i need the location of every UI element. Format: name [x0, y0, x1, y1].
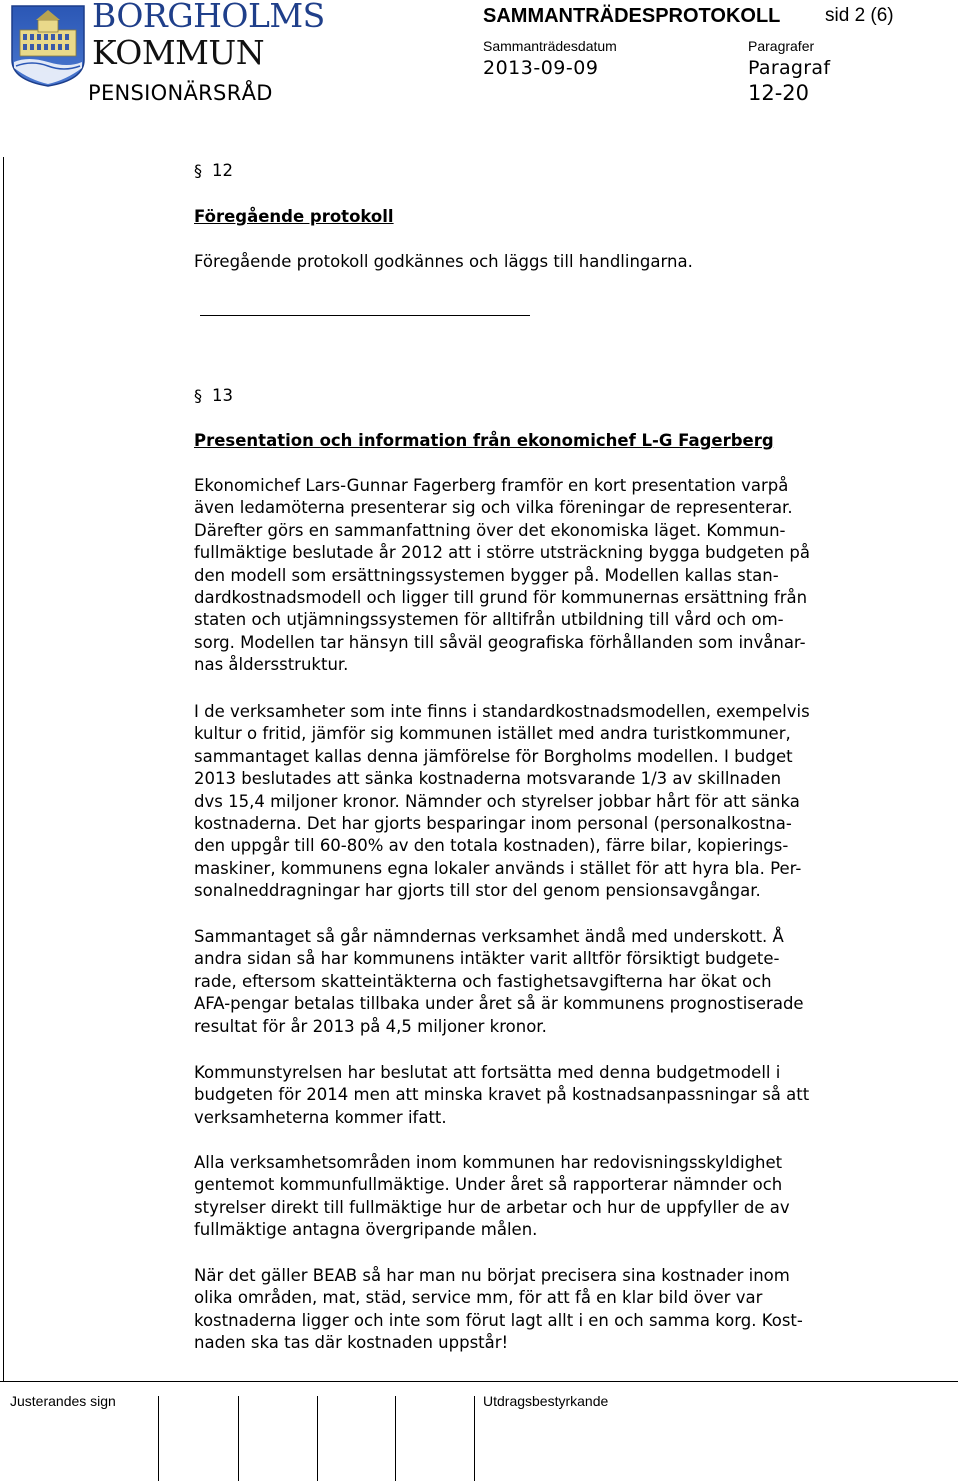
paragraph	[194, 926, 900, 1038]
footer-sign-box-divider	[238, 1396, 239, 1481]
text-line: andra sidan så har kommunens intäkter varit alltför försiktigt budgete-	[194, 949, 780, 969]
section-body	[194, 251, 900, 273]
text-line: nas åldersstruktur.	[194, 655, 349, 675]
text-line: 2013 beslutades att sänka kostnaderna motsvarande 1/3 av skillnaden	[194, 769, 782, 789]
footer-sign-box-divider	[474, 1396, 475, 1481]
section-sign-icon: §	[194, 161, 202, 180]
paragraph	[194, 475, 900, 677]
text-line: AFA-pengar betalas tillbaka under året så är kommunens prognostiserade	[194, 994, 804, 1014]
paragraph	[194, 1152, 900, 1242]
paragraph	[194, 701, 900, 903]
text-line: När det gäller BEAB så har man nu börjat precisera sina kostnader inom	[194, 1266, 790, 1285]
organization-name-line1: BORGHOLMS	[92, 0, 325, 35]
meeting-date-label: Sammanträdesdatum	[483, 38, 617, 54]
section-13	[194, 385, 900, 407]
text-line: den uppgår till 60-80% av den totala kostnaden), färre bilar, kopierings-	[194, 836, 789, 856]
paragraphs-label: Paragrafer	[748, 38, 815, 54]
footer-sign-box-divider	[158, 1396, 159, 1481]
text-line: styrelser direkt till fullmäktige hur de arbetar och hur de uppfyller de av	[194, 1197, 790, 1217]
footer-divider	[0, 1381, 958, 1382]
text-line: kostnaderna ligger och inte som förut lagt allt i en och samma korg. Kost-	[194, 1310, 803, 1330]
text-line: dvs 15,4 miljoner kronor. Nämnder och styrelser jobbar hårt för att sänka	[194, 791, 800, 811]
text-line: kostnaderna. Det har gjorts besparingar inom personal (personalkostna-	[194, 814, 792, 834]
document-title: SAMMANTRÄDESPROTOKOLL	[483, 5, 781, 27]
paragraph-label: Paragraf	[748, 57, 831, 79]
text-line: dardkostnadsmodell och ligger till grund för kommunernas ersättning från	[194, 588, 808, 608]
committee-name: PENSIONÄRSRÅD	[88, 81, 273, 105]
text-line: verksamheterna kommer ifatt.	[194, 1107, 447, 1127]
organization-name-line2: KOMMUN	[92, 33, 265, 72]
text-line: gentemot kommunfullmäktige. Under året så rapporterar nämnder och	[194, 1175, 783, 1195]
text-line: naden ska tas där kostnaden uppstår!	[194, 1333, 509, 1353]
castle-logo-icon	[8, 2, 88, 88]
signature-label: Justerandes sign	[10, 1393, 116, 1409]
text-line: sonalneddragningar har gjorts till stor del genom pensionsavgångar.	[194, 881, 761, 901]
text-line: sammantaget kallas denna jämförelse för Borgholms modellen. I budget	[194, 746, 793, 766]
text-line: fullmäktige beslutade år 2012 att i större utsträckning bygga budgeten på	[194, 543, 810, 563]
text-line: sorg. Modellen tar hänsyn till såväl geografiska förhållanden som invånar-	[194, 632, 806, 652]
paragraph	[194, 1062, 900, 1129]
text-line: Ekonomichef Lars-Gunnar Fagerberg framför en kort presentation varpå	[194, 476, 789, 495]
section-number: § 13	[194, 386, 233, 405]
text-line: Alla verksamhetsområden inom kommunen har redovisningsskyldighet	[194, 1153, 783, 1172]
text-line: budgeten för 2014 men att minska kravet på kostnadsanpassningar så att	[194, 1085, 810, 1105]
text-line: fullmäktige antagna övergripande målen.	[194, 1220, 538, 1240]
municipal-logo	[8, 2, 88, 88]
paragraph	[194, 1265, 900, 1355]
left-margin-rule	[3, 157, 4, 1382]
section-number: § 12	[194, 161, 233, 180]
section-title: Föregående protokoll	[194, 207, 394, 226]
text-line: Kommunstyrelsen har beslutat att fortsätta med denna budgetmodell i	[194, 1063, 781, 1082]
meeting-date-value: 2013-09-09	[483, 57, 599, 79]
section-separator	[200, 315, 530, 316]
certification-label: Utdragsbestyrkande	[483, 1393, 609, 1409]
page-indicator: sid 2 (6)	[825, 5, 894, 26]
text-line: rade, eftersom skatteintäkterna och fastighetsavgifterna har ökat och	[194, 971, 772, 991]
text-line: I de verksamheter som inte finns i standardkostnadsmodellen, exempelvis	[194, 702, 810, 721]
text-line: maskiner, kommunens egna lokaler används i stället för att hyra bla. Per-	[194, 858, 802, 878]
section-12	[194, 160, 900, 182]
text-line: den modell som ersättningssystemen bygger på. Modellen kallas stan-	[194, 565, 779, 585]
paragraph-range: 12-20	[748, 81, 810, 105]
text-line: Därefter görs en sammanfattning över det ekonomiska läget. Kommun-	[194, 520, 786, 540]
text-line: olika områden, mat, städ, service mm, för att få en klar bild över var	[194, 1288, 763, 1308]
section-sign-icon: §	[194, 386, 202, 405]
text-line: Sammantaget så går nämndernas verksamhet ändå med underskott. Å	[194, 927, 784, 946]
text-line: resultat för år 2013 på 4,5 miljoner kronor.	[194, 1016, 547, 1036]
text-line: Föregående protokoll godkännes och läggs till handlingarna.	[194, 252, 693, 271]
footer-sign-box-divider	[395, 1396, 396, 1481]
text-line: kultur o fritid, jämför sig kommunen istället med andra turistkommuner,	[194, 724, 791, 744]
footer-sign-box-divider	[317, 1396, 318, 1481]
text-line: även ledamöterna presenterar sig och vilka föreningar de representerar.	[194, 498, 793, 518]
section-title: Presentation och information från ekonomichef L-G Fagerberg	[194, 431, 774, 450]
text-line: staten och utjämningssystemen för alltifrån utbildning till vård och om-	[194, 610, 784, 630]
